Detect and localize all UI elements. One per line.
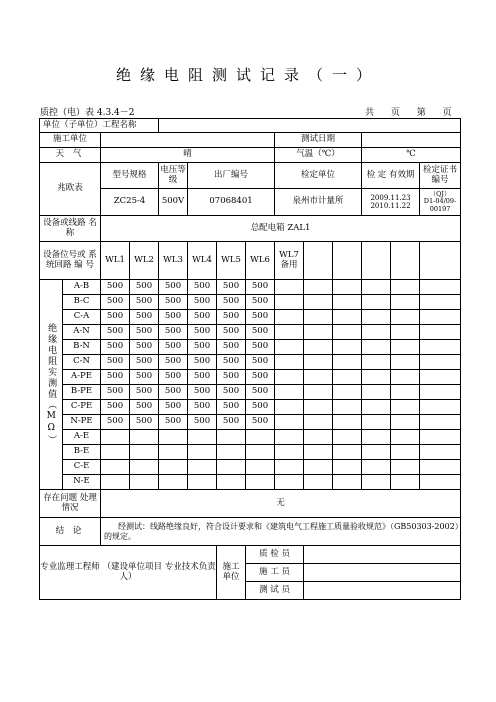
resistance-cell: 500 <box>101 385 130 400</box>
resistance-cell <box>217 475 246 490</box>
phase-label: A-E <box>63 430 101 445</box>
circuit-header-12 <box>420 242 461 280</box>
resistance-cell: 500 <box>159 370 188 385</box>
resistance-cell <box>275 460 304 475</box>
resistance-cell: 500 <box>188 400 217 415</box>
device-position-label: 设备位号或 系统回路 编 号 <box>40 242 101 280</box>
circuit-header-8 <box>304 242 333 280</box>
resistance-cell <box>362 310 391 325</box>
table-row <box>40 355 461 370</box>
resistance-cell: 500 <box>130 385 159 400</box>
resistance-cell: 500 <box>159 400 188 415</box>
resistance-cell <box>159 460 188 475</box>
resistance-cell: 500 <box>246 340 275 355</box>
tester-value <box>304 582 461 600</box>
weather-value: 晴 <box>101 148 275 163</box>
phase-label: B-E <box>63 445 101 460</box>
resistance-cell: 500 <box>130 340 159 355</box>
resistance-cell <box>362 325 391 340</box>
resistance-cell <box>333 415 362 430</box>
resistance-cell <box>420 340 461 355</box>
resistance-cell <box>275 385 304 400</box>
resistance-cell <box>391 445 420 460</box>
phase-label: C-N <box>63 355 101 370</box>
resistance-cell <box>275 295 304 310</box>
resistance-cell: 500 <box>188 310 217 325</box>
temperature-value: ℃ <box>362 148 461 163</box>
valid-from: 2009.11.23 <box>370 193 411 202</box>
model-value: ZC25-4 <box>101 189 159 216</box>
resistance-cell <box>362 445 391 460</box>
worker-value <box>304 564 461 582</box>
circuit-header-4: WL4 <box>188 242 217 280</box>
resistance-cell <box>246 460 275 475</box>
resistance-cell: 500 <box>246 370 275 385</box>
resistance-cell: 500 <box>101 355 130 370</box>
resistance-label <box>40 280 63 490</box>
qc-inspector-value <box>304 546 461 564</box>
resistance-cell <box>391 415 420 430</box>
resistance-cell: 500 <box>130 295 159 310</box>
supervisor-label: 专业监理工程师 （建设单位项目 专业技术负责人） <box>40 546 217 600</box>
table-row <box>40 370 461 385</box>
phase-label: C-E <box>63 460 101 475</box>
resistance-cell: 500 <box>217 340 246 355</box>
resistance-cell: 500 <box>159 295 188 310</box>
resistance-cell <box>362 355 391 370</box>
voltage-level-label: 电压等级 <box>159 163 188 189</box>
resistance-cell <box>333 460 362 475</box>
resistance-cell <box>333 370 362 385</box>
resistance-cell <box>420 385 461 400</box>
resistance-cell <box>159 475 188 490</box>
construction-unit-value <box>101 133 275 148</box>
resistance-cell: 500 <box>188 355 217 370</box>
cert-no-label: 检定证书编号 <box>420 163 461 189</box>
problems-value: 无 <box>101 490 461 518</box>
resistance-cell <box>304 460 333 475</box>
resistance-cell <box>420 295 461 310</box>
resistance-cell <box>391 400 420 415</box>
resistance-cell: 500 <box>188 385 217 400</box>
resistance-cell: 500 <box>246 280 275 295</box>
page-number: 共 页 第 页 <box>365 108 452 118</box>
resistance-cell <box>304 355 333 370</box>
resistance-cell <box>420 325 461 340</box>
resistance-cell <box>333 445 362 460</box>
resistance-cell: 500 <box>101 325 130 340</box>
resistance-cell: 500 <box>159 385 188 400</box>
resistance-cell <box>275 430 304 445</box>
resistance-cell <box>217 430 246 445</box>
resistance-cell: 500 <box>130 280 159 295</box>
tester-label: 测 试 员 <box>246 582 304 600</box>
resistance-cell <box>362 295 391 310</box>
resistance-cell <box>362 400 391 415</box>
device-name-value: 总配电箱 ZAL1 <box>101 216 461 242</box>
resistance-cell: 500 <box>188 415 217 430</box>
resistance-cell <box>420 310 461 325</box>
table-row <box>40 295 461 310</box>
resistance-cell <box>391 385 420 400</box>
resistance-cell <box>333 475 362 490</box>
resistance-cell <box>362 475 391 490</box>
resistance-cell <box>333 355 362 370</box>
resistance-cell <box>275 400 304 415</box>
resistance-cell <box>217 445 246 460</box>
resistance-cell <box>420 460 461 475</box>
resistance-cell <box>391 280 420 295</box>
resistance-cell <box>391 430 420 445</box>
valid-period-value <box>362 189 420 216</box>
qc-inspector-label: 质 检 员 <box>246 546 304 564</box>
resistance-cell <box>362 280 391 295</box>
resistance-cell: 500 <box>101 295 130 310</box>
valid-period-label: 检 定 有效期 <box>362 163 420 189</box>
resistance-cell <box>304 475 333 490</box>
resistance-cell: 500 <box>246 355 275 370</box>
resistance-cell <box>304 325 333 340</box>
resistance-cell: 500 <box>101 400 130 415</box>
resistance-cell: 500 <box>130 370 159 385</box>
table-row <box>40 475 461 490</box>
resistance-cell <box>420 355 461 370</box>
phase-label: N-E <box>63 475 101 490</box>
resistance-cell: 500 <box>217 325 246 340</box>
resistance-cell: 500 <box>159 340 188 355</box>
resistance-cell <box>101 475 130 490</box>
resistance-cell: 500 <box>217 280 246 295</box>
resistance-cell: 500 <box>246 325 275 340</box>
phase-label: A-PE <box>63 370 101 385</box>
circuit-header-3: WL3 <box>159 242 188 280</box>
resistance-cell: 500 <box>101 280 130 295</box>
resistance-cell <box>188 430 217 445</box>
cert-no-value <box>420 189 461 216</box>
resistance-cell <box>217 460 246 475</box>
resistance-cell: 500 <box>246 295 275 310</box>
resistance-cell: 500 <box>188 325 217 340</box>
cert-number: D1-04/09-00197 <box>423 197 457 213</box>
table-row <box>40 340 461 355</box>
table-row <box>40 310 461 325</box>
resistance-cell <box>391 475 420 490</box>
conclusion-label: 结 论 <box>40 518 101 546</box>
resistance-cell <box>246 445 275 460</box>
resistance-cell <box>275 340 304 355</box>
voltage-value: 500V <box>159 189 188 216</box>
resistance-cell: 500 <box>159 310 188 325</box>
calibration-unit-value: 泉州市计量所 <box>275 189 362 216</box>
resistance-cell <box>333 430 362 445</box>
resistance-cell: 500 <box>159 325 188 340</box>
resistance-cell: 500 <box>159 415 188 430</box>
resistance-cell <box>391 295 420 310</box>
circuit-header-1: WL1 <box>101 242 130 280</box>
circuit-header-5: WL5 <box>217 242 246 280</box>
phase-label: N-PE <box>63 415 101 430</box>
table-row <box>40 415 461 430</box>
table-row <box>40 400 461 415</box>
calibration-unit-label: 检定单位 <box>275 163 362 189</box>
resistance-cell <box>333 400 362 415</box>
resistance-cell <box>362 415 391 430</box>
resistance-cell <box>304 340 333 355</box>
resistance-cell <box>391 310 420 325</box>
resistance-label-text: 绝缘电阻实测值（MΩ） <box>46 323 57 446</box>
temperature-label: 气温（℃） <box>275 148 362 163</box>
test-date-value <box>362 133 461 148</box>
resistance-cell: 500 <box>101 415 130 430</box>
resistance-cell <box>130 460 159 475</box>
resistance-cell <box>420 370 461 385</box>
resistance-cell <box>362 385 391 400</box>
resistance-cell: 500 <box>188 295 217 310</box>
construction-unit-short: 施工 单位 <box>217 546 246 600</box>
circuit-header-9 <box>333 242 362 280</box>
resistance-cell <box>275 325 304 340</box>
resistance-cell <box>391 460 420 475</box>
resistance-cell <box>304 295 333 310</box>
resistance-cell: 500 <box>130 325 159 340</box>
phase-label: B-PE <box>63 385 101 400</box>
resistance-cell <box>246 475 275 490</box>
construction-unit-label: 施工单位 <box>40 133 101 148</box>
resistance-cell <box>333 310 362 325</box>
serial-no-value: 07068401 <box>188 189 275 216</box>
resistance-cell <box>304 370 333 385</box>
resistance-cell <box>159 445 188 460</box>
resistance-cell: 500 <box>246 385 275 400</box>
unit-project-value <box>159 119 461 133</box>
resistance-cell: 500 <box>217 295 246 310</box>
resistance-cell: 500 <box>217 415 246 430</box>
resistance-cell <box>246 430 275 445</box>
resistance-cell <box>275 310 304 325</box>
resistance-cell <box>101 460 130 475</box>
resistance-cell <box>101 445 130 460</box>
resistance-cell <box>333 385 362 400</box>
cert-prefix: （QJ） <box>429 189 451 198</box>
resistance-cell <box>333 295 362 310</box>
resistance-cell: 500 <box>101 310 130 325</box>
resistance-cell <box>333 340 362 355</box>
resistance-cell: 500 <box>159 280 188 295</box>
resistance-cell <box>391 325 420 340</box>
table-row <box>40 430 461 445</box>
table-row <box>40 325 461 340</box>
resistance-cell <box>304 415 333 430</box>
resistance-cell <box>362 460 391 475</box>
resistance-cell <box>304 385 333 400</box>
resistance-cell <box>391 355 420 370</box>
unit-project-label: 单位（子单位）工程名称 <box>40 119 159 133</box>
page-title: 绝缘电阻测试记录（一） <box>115 66 380 84</box>
resistance-cell: 500 <box>130 310 159 325</box>
resistance-cell: 500 <box>217 370 246 385</box>
resistance-cell: 500 <box>188 370 217 385</box>
table-row <box>40 385 461 400</box>
resistance-cell <box>420 400 461 415</box>
resistance-cell: 500 <box>130 355 159 370</box>
resistance-cell: 500 <box>188 340 217 355</box>
serial-no-label: 出厂编号 <box>188 163 275 189</box>
circuit-header-2: WL2 <box>130 242 159 280</box>
device-name-label: 设备或线路 名 称 <box>40 216 101 242</box>
resistance-cell <box>188 475 217 490</box>
megger-label: 兆欧表 <box>40 163 101 216</box>
phase-label: B-C <box>63 295 101 310</box>
model-label: 型号规格 <box>101 163 159 189</box>
resistance-cell <box>304 445 333 460</box>
resistance-cell <box>391 370 420 385</box>
resistance-cell: 500 <box>217 310 246 325</box>
phase-label: C-PE <box>63 400 101 415</box>
resistance-cell <box>420 280 461 295</box>
form-number: 质控（电）表 4.3.4－2 <box>40 108 135 118</box>
problems-label: 存在问题 处理情况 <box>40 490 101 518</box>
resistance-cell <box>275 355 304 370</box>
resistance-cell: 500 <box>246 310 275 325</box>
resistance-cell: 500 <box>217 385 246 400</box>
resistance-cell <box>130 445 159 460</box>
resistance-cell <box>275 370 304 385</box>
resistance-cell <box>130 430 159 445</box>
table-row <box>40 445 461 460</box>
resistance-cell: 500 <box>217 400 246 415</box>
resistance-cell: 500 <box>217 355 246 370</box>
resistance-cell <box>304 430 333 445</box>
circuit-header-10 <box>362 242 391 280</box>
resistance-cell <box>420 475 461 490</box>
table-row <box>40 280 461 295</box>
resistance-cell <box>188 460 217 475</box>
phase-label: B-N <box>63 340 101 355</box>
circuit-header-11 <box>391 242 420 280</box>
resistance-cell <box>391 340 420 355</box>
resistance-cell <box>304 310 333 325</box>
resistance-cell: 500 <box>101 370 130 385</box>
resistance-cell <box>275 475 304 490</box>
resistance-cell <box>275 445 304 460</box>
resistance-cell: 500 <box>130 415 159 430</box>
resistance-cell <box>420 415 461 430</box>
resistance-cell <box>188 445 217 460</box>
resistance-cell: 500 <box>246 400 275 415</box>
resistance-cell <box>362 370 391 385</box>
resistance-cell <box>304 400 333 415</box>
circuit-header-7: WL7 备用 <box>275 242 304 280</box>
resistance-cell <box>362 430 391 445</box>
resistance-cell <box>333 325 362 340</box>
resistance-cell: 500 <box>188 280 217 295</box>
test-date-label: 测试日期 <box>275 133 362 148</box>
resistance-cell <box>275 415 304 430</box>
conclusion-value: 经测试：线路绝缘良好，符合设计要求和《建筑电气工程施工质量验收规范》（GB50303-2002）的规定。 <box>101 518 461 546</box>
worker-label: 施 工 员 <box>246 564 304 582</box>
resistance-cell <box>420 445 461 460</box>
circuit-header-6: WL6 <box>246 242 275 280</box>
resistance-cell <box>333 280 362 295</box>
resistance-cell: 500 <box>130 400 159 415</box>
resistance-cell <box>130 475 159 490</box>
valid-to: 2010.11.22 <box>370 202 411 210</box>
resistance-cell <box>101 430 130 445</box>
resistance-cell: 500 <box>246 415 275 430</box>
resistance-cell: 500 <box>101 340 130 355</box>
table-row <box>40 460 461 475</box>
resistance-cell <box>159 430 188 445</box>
insulation-resistance-table <box>39 118 461 600</box>
resistance-cell <box>275 280 304 295</box>
phase-label: A-N <box>63 325 101 340</box>
resistance-cell <box>304 280 333 295</box>
resistance-cell <box>362 340 391 355</box>
phase-label: C-A <box>63 310 101 325</box>
resistance-cell: 500 <box>159 355 188 370</box>
phase-label: A-B <box>63 280 101 295</box>
resistance-cell <box>420 430 461 445</box>
weather-label: 天 气 <box>40 148 101 163</box>
